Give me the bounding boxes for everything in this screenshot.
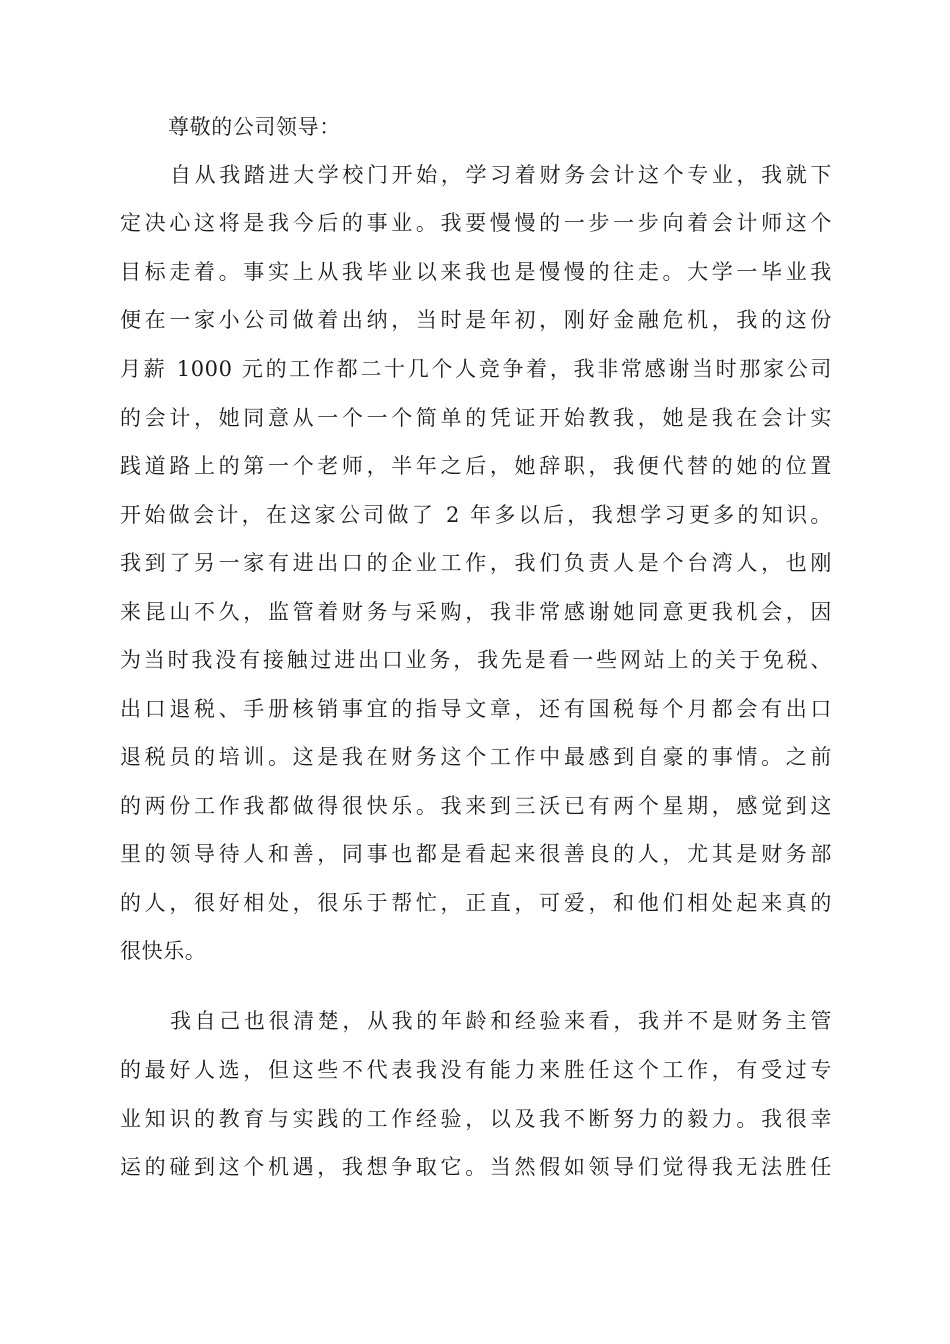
- paragraph-1-line: 践道路上的第一个老师，半年之后，她辞职，我便代替的她的位置: [120, 454, 832, 478]
- paragraph-1-line: 开始做会计，在这家公司做了 2 年多以后，我想学习更多的知识。: [120, 503, 832, 527]
- paragraph-1-line: 定决心这将是我今后的事业。我要慢慢的一步一步向着会计师这个: [120, 211, 832, 235]
- paragraph-1-line: 月薪 1000 元的工作都二十几个人竞争着，我非常感谢当时那家公司: [120, 357, 832, 381]
- paragraph-1-line: 退税员的培训。这是我在财务这个工作中最感到自豪的事情。之前: [120, 745, 832, 769]
- paragraph-1-line: 出口退税、手册核销事宜的指导文章，还有国税每个月都会有出口: [120, 697, 832, 721]
- paragraph-1-line: 里的领导待人和善，同事也都是看起来很善良的人，尤其是财务部: [120, 842, 832, 866]
- paragraph-2-line: 业知识的教育与实践的工作经验，以及我不断努力的毅力。我很幸: [120, 1107, 832, 1131]
- paragraph-1-line: 的两份工作我都做得很快乐。我来到三沃已有两个星期，感觉到这: [120, 794, 832, 818]
- paragraph-1-line: 自从我踏进大学校门开始，学习着财务会计这个专业，我就下: [170, 163, 832, 187]
- paragraph-2-line: 运的碰到这个机遇，我想争取它。当然假如领导们觉得我无法胜任: [120, 1155, 832, 1179]
- salutation: 尊敬的公司领导：: [168, 115, 341, 139]
- paragraph-2-line: 的最好人选，但这些不代表我没有能力来胜任这个工作，有受过专: [120, 1058, 832, 1082]
- paragraph-1-line: 很快乐。: [120, 939, 207, 963]
- paragraph-1-line: 的人，很好相处，很乐于帮忙，正直，可爱，和他们相处起来真的: [120, 891, 832, 915]
- paragraph-1-line: 来昆山不久，监管着财务与采购，我非常感谢她同意更我机会，因: [120, 600, 832, 624]
- paragraph-1-line: 便在一家小公司做着出纳，当时是年初，刚好金融危机，我的这份: [120, 308, 832, 332]
- paragraph-1-line: 的会计，她同意从一个一个简单的凭证开始教我，她是我在会计实: [120, 406, 832, 430]
- paragraph-1-line: 为当时我没有接触过进出口业务，我先是看一些网站上的关于免税、: [120, 648, 832, 672]
- paragraph-1-line: 我到了另一家有进出口的企业工作，我们负责人是个台湾人，也刚: [120, 551, 832, 575]
- paragraph-2-line: 我自己也很清楚，从我的年龄和经验来看，我并不是财务主管: [170, 1009, 832, 1033]
- paragraph-1-line: 目标走着。事实上从我毕业以来我也是慢慢的往走。大学一毕业我: [120, 260, 832, 284]
